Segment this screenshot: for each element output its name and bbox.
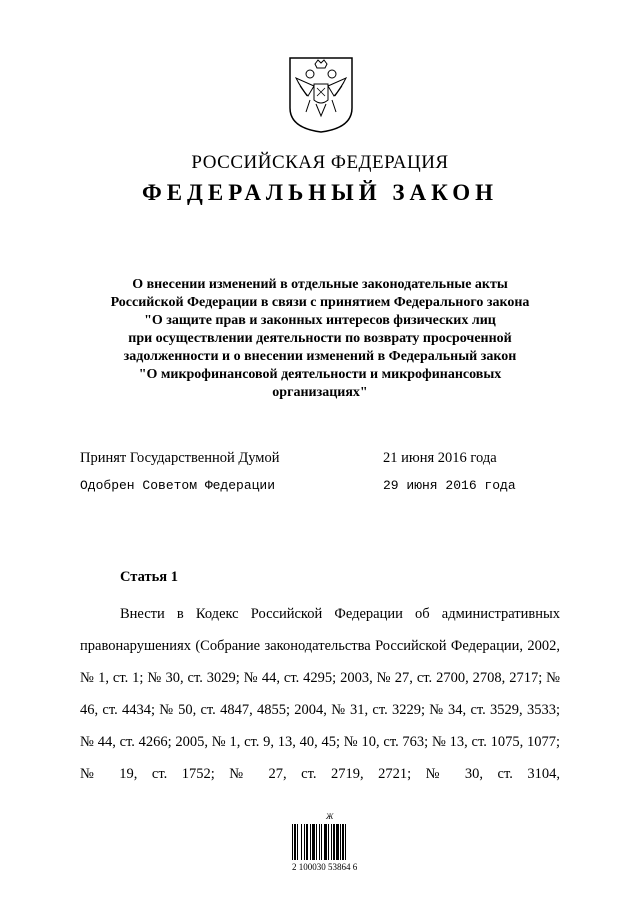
document-type: ФЕДЕРАЛЬНЫЙ ЗАКОН [141,180,499,205]
barcode-bar [324,824,327,860]
article-heading: Статья 1 [120,569,178,585]
barcode-bar [316,824,317,860]
council-date: 29 июня 2016 года [383,478,516,493]
barcode-bar [336,824,339,860]
barcode-bar [310,824,311,860]
barcode-bar [345,824,346,860]
barcode-bar [319,824,320,860]
barcode-bar [342,824,344,860]
barcode-mark: Ж [326,812,334,821]
title-line: О внесении изменений в отдельные законодательные акты [132,277,508,292]
country-name: РОССИЙСКАЯ ФЕДЕРАЦИЯ [191,152,449,173]
coat-of-arms-icon [288,56,354,134]
barcode-number: 2 100030 53864 6 [292,862,358,872]
barcode-bar [328,824,329,860]
title-line: Российской Федерации в связи с принятием Федерального закона [110,295,530,310]
barcode-bar [312,824,315,860]
barcode-icon [292,824,372,864]
barcode-bar [306,824,308,860]
barcode-bar [321,824,322,860]
title-line: организациях" [272,385,368,400]
barcode-bar [304,824,305,860]
barcode-bar [331,824,332,860]
title-line: "О защите прав и законных интересов физических лиц [144,313,496,328]
title-line: "О микрофинансовой деятельности и микрофинансовых [138,367,502,382]
barcode-bar [292,824,293,860]
council-label: Одобрен Советом Федерации [80,478,276,493]
article-body: Внести в Кодекс Российской Федерации об административных правонарушениях (Собрание законодательства Российской Федерации, 2002, № 1, ст. 1; № 30, ст. 3029; № 44, ст. 4295; 2003, № 27, ст. 2700, 2708, 2717; № 46, ст. 4434; № 50, ст. 4847, 4855; 2004, № 31, ст. 3229; № 34, ст. 3529, 3533; № 44, ст. 4266; 2005, № 1, ст. 9, 13, 40, 45; № 10, ст. 763; № 13, ст. 1075, 1077; № 19, ст. 1752; № 27, ст. 2719, 2721; № 30, ст. 3104, [80,606,560,782]
title-line: задолженности и о внесении изменений в Федеральный закон [123,349,517,364]
title-line: при осуществлении деятельности по возврату просроченной [128,331,512,346]
barcode-bar [340,824,341,860]
law-title [80,276,560,402]
barcode-bar [333,824,335,860]
barcode-bar [294,824,296,860]
barcode-bar [301,824,302,860]
duma-date: 21 июня 2016 года [383,450,497,466]
barcode-bar [297,824,298,860]
duma-label: Принят Государственной Думой [80,450,280,466]
